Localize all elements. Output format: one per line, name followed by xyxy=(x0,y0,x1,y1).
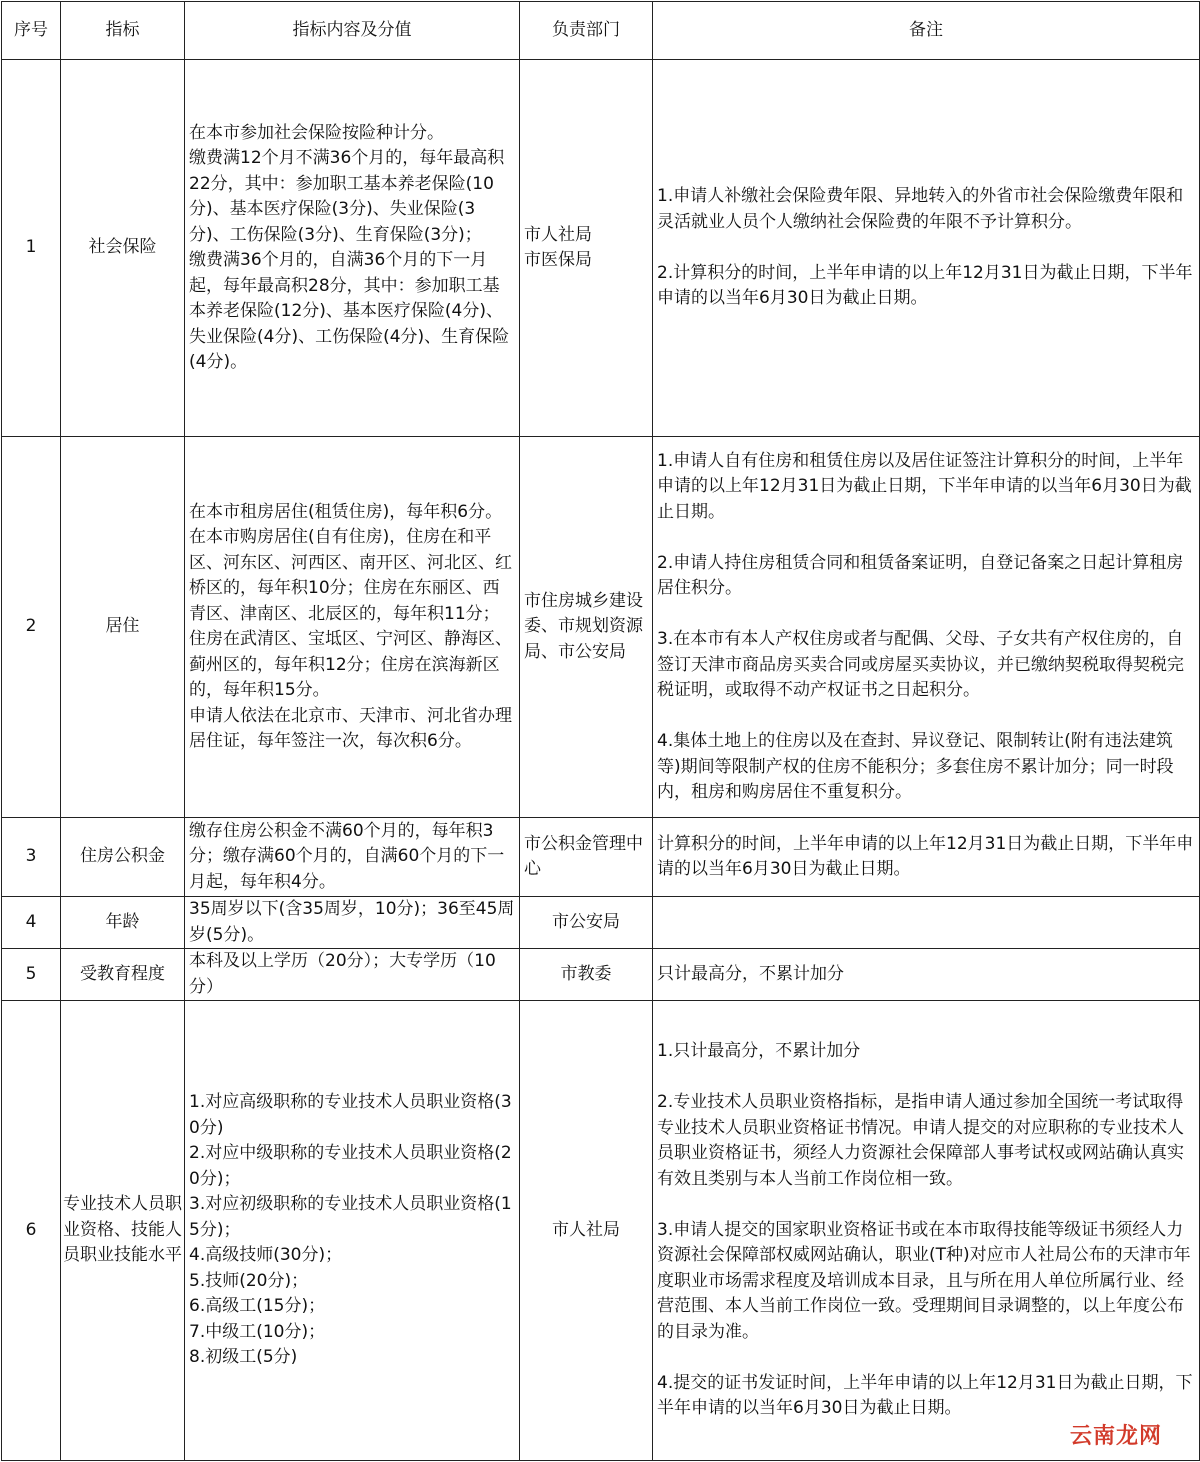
row-dept: 市人社局 市医保局 xyxy=(520,60,653,437)
points-table xyxy=(1,1,1200,1461)
row-note xyxy=(653,897,1200,949)
row-seq: 2 xyxy=(2,437,61,818)
row-dept: 市教委 xyxy=(520,949,653,1001)
header-seq: 序号 xyxy=(2,2,61,60)
row-content: 1.对应高级职称的专业技术人员职业资格(30分) 2.对应中级职称的专业技术人员职业资格(20分)； 3.对应初级职称的专业技术人员职业资格(15分)； 4.高级技师(30分)； 5.技师(20分)； 6.高级工(15分)； 7.中级工(10分)； 8.初级工(5分) xyxy=(185,1001,520,1461)
row-dept: 市人社局 xyxy=(520,1001,653,1461)
table-row xyxy=(2,897,1200,949)
row-dept: 市公安局 xyxy=(520,897,653,949)
header-note: 备注 xyxy=(653,2,1200,60)
table-header-row xyxy=(2,2,1200,60)
table-row xyxy=(2,1001,1200,1461)
row-seq: 3 xyxy=(2,818,61,897)
table-row xyxy=(2,437,1200,818)
row-indicator: 住房公积金 xyxy=(61,818,185,897)
row-note: 1.申请人补缴社会保险费年限、异地转入的外省市社会保险缴费年限和灵活就业人员个人缴纳社会保险费的年限不予计算积分。 2.计算积分的时间，上半年申请的以上年12月31日为截止日期，下半年申请的以当年6月30日为截止日期。 xyxy=(653,60,1200,437)
row-indicator: 专业技术人员职业资格、技能人员职业技能水平 xyxy=(61,1001,185,1461)
row-indicator: 居住 xyxy=(61,437,185,818)
row-note: 1.申请人自有住房和租赁住房以及居住证签注计算积分的时间，上半年申请的以上年12月31日为截止日期，下半年申请的以当年6月30日为截止日期。 2.申请人持住房租赁合同和租赁备案证明，自登记备案之日起计算租房居住积分。 3.在本市有本人产权住房或者与配偶、父母、子女共有产权住房的，自签订天津市商品房买卖合同或房屋买卖协议，并已缴纳契税取得契税完税证明，或取得不动产权证书之日起积分。 4.集体土地上的住房以及在查封、异议登记、限制转让(附有违法建筑等)期间等限制产权的住房不能积分；多套住房不累计加分；同一时段内，租房和购房居住不重复积分。 xyxy=(653,437,1200,818)
row-note: 计算积分的时间，上半年申请的以上年12月31日为截止日期，下半年申请的以当年6月30日为截止日期。 xyxy=(653,818,1200,897)
row-indicator: 社会保险 xyxy=(61,60,185,437)
row-seq: 1 xyxy=(2,60,61,437)
table-row xyxy=(2,949,1200,1001)
header-indicator: 指标 xyxy=(61,2,185,60)
header-dept: 负责部门 xyxy=(520,2,653,60)
row-indicator: 年龄 xyxy=(61,897,185,949)
row-seq: 6 xyxy=(2,1001,61,1461)
row-content: 本科及以上学历（20分）；大专学历（10分） xyxy=(185,949,520,1001)
header-content: 指标内容及分值 xyxy=(185,2,520,60)
row-dept: 市住房城乡建设委、市规划资源局、市公安局 xyxy=(520,437,653,818)
table-row xyxy=(2,818,1200,897)
row-seq: 4 xyxy=(2,897,61,949)
site-watermark: 云南龙网 xyxy=(1062,1417,1170,1452)
row-content: 在本市租房居住(租赁住房)，每年积6分。 在本市购房居住(自有住房)，住房在和平区、河东区、河西区、南开区、河北区、红桥区的，每年积10分；住房在东丽区、西青区、津南区、北辰区的，每年积11分；住房在武清区、宝坻区、宁河区、静海区、蓟州区的，每年积12分；住房在滨海新区的，每年积15分。 申请人依法在北京市、天津市、河北省办理居住证，每年签注一次，每次积6分。 xyxy=(185,437,520,818)
table-row xyxy=(2,60,1200,437)
row-note: 1.只计最高分，不累计加分 2.专业技术人员职业资格指标，是指申请人通过参加全国统一考试取得专业技术人员职业资格证书情况。申请人提交的对应职称的专业技术人员职业资格证书，须经人力资源社会保障部人事考试权或网站确认真实有效且类别与本人当前工作岗位相一致。 3.申请人提交的国家职业资格证书或在本市取得技能等级证书须经人力资源社会保障部权威网站确认，职业(T种)对应市人社局公布的天津市年度职业市场需求程度及培训成本目录，且与所在用人单位所属行业、经营范围、本人当前工作岗位一致。受理期间目录调整的，以上年度公布的目录为准。 4.提交的证书发证时间，上半年申请的以上年12月31日为截止日期，下半年申请的以当年6月30日为截止日期。 xyxy=(653,1001,1200,1461)
row-content: 缴存住房公积金不满60个月的，每年积3分；缴存满60个月的，自满60个月的下一月起，每年积4分。 xyxy=(185,818,520,897)
row-seq: 5 xyxy=(2,949,61,1001)
row-content: 35周岁以下(含35周岁，10分)；36至45周岁(5分)。 xyxy=(185,897,520,949)
row-dept: 市公积金管理中心 xyxy=(520,818,653,897)
row-indicator: 受教育程度 xyxy=(61,949,185,1001)
row-note: 只计最高分，不累计加分 xyxy=(653,949,1200,1001)
row-content: 在本市参加社会保险按险种计分。 缴费满12个月不满36个月的，每年最高积22分，其中：参加职工基本养老保险(10分)、基本医疗保险(3分)、失业保险(3分)、工伤保险(3分)、生育保险(3分)； 缴费满36个月的，自满36个月的下一月起，每年最高积28分，其中：参加职工基本养老保险(12分)、基本医疗保险(4分)、失业保险(4分)、工伤保险(4分)、生育保险(4分)。 xyxy=(185,60,520,437)
